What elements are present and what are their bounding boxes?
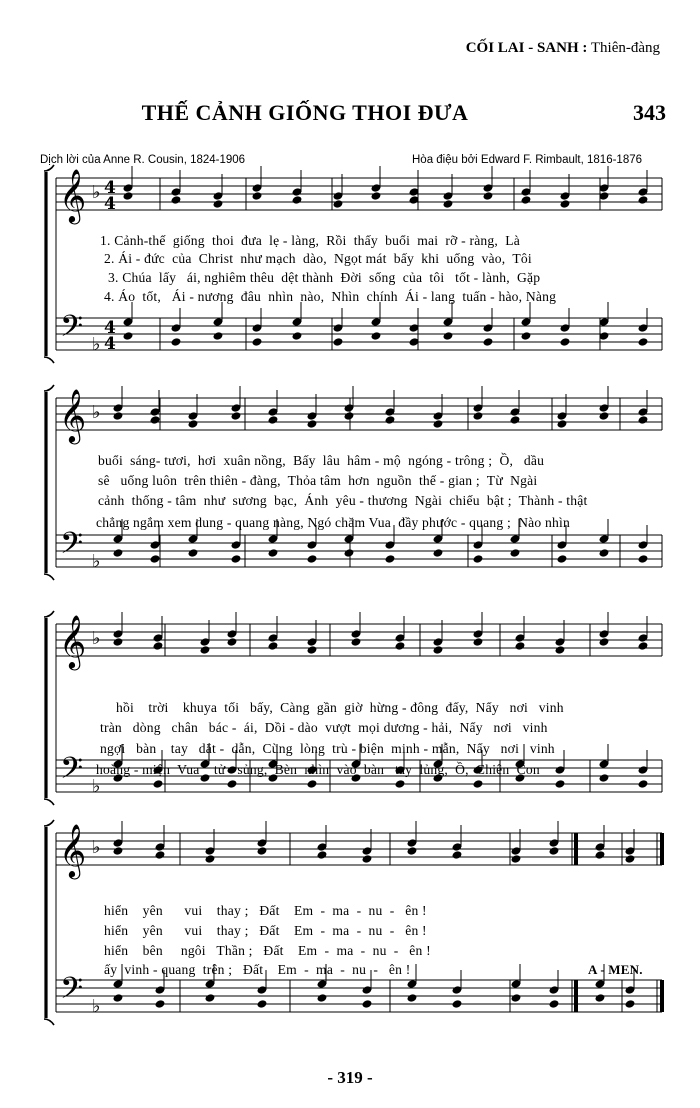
flat-icon: ♭ [92,996,101,1017]
note-head [333,337,344,347]
note-head [443,199,454,209]
note-head [213,331,224,341]
note-head [171,195,182,205]
note-head [205,854,216,864]
note-head [433,548,444,558]
note-head [113,637,124,647]
hymn-number: 343 [633,100,666,125]
note-head [150,554,161,564]
note-head [307,645,318,655]
time-signature-digit: 4 [104,194,116,214]
note-head [595,993,606,1003]
flat-icon: ♭ [92,776,101,797]
note-head [510,415,521,425]
flat-icon: ♭ [92,551,101,572]
flat-icon: ♭ [92,402,101,423]
lyrics-credit: Dịch lời của Anne R. Cousin, 1824-1906 [40,154,246,166]
note-head [385,554,396,564]
note-head [227,779,238,789]
lyric-verse-3-system-1: 3. Chúa lấy ái, nghiêm thêu dệt thành Đời sống của tôi tốt - lành, Gặp [108,270,541,285]
treble-clef-icon: 𝄞 [59,823,87,877]
lyric-verse-4-system-3: hoàng - miện Vua tử - sủng, Bèn nhìn vào bàn tay lủng, Ồ, Chiên Con [96,762,540,777]
note-head [153,641,164,651]
bass-clef-icon: 𝄢 [60,752,84,793]
note-head [113,411,124,421]
note-head [155,999,166,1009]
note-head [307,779,318,789]
note-head [362,854,373,864]
lyric-verse-1-system-4: hiển yên vui thay ; Đất Em - ma - nu - ên ! [104,903,427,918]
note-head [395,641,406,651]
lyric-verse-4-system-1: 4. Áo tốt, Ái - nương đâu nhìn nào, Nhìn chính Ái - lang tuấn - hào, Nàng [104,289,557,304]
flat-icon: ♭ [92,628,101,649]
note-head [171,337,182,347]
lyric-verse-2-system-2: sê uống luôn trên thiên - đàng, Thỏa tâm hơn nguồn thế - gian ; Từ Ngài [98,473,538,488]
note-head [188,419,199,429]
note-head [307,419,318,429]
lyric-verse-3-system-2: cảnh thống - tâm như sương bạc, Ánh yêu - thương Ngài chiếu bật ; Thành - thật [98,493,588,508]
treble-clef-icon: 𝄞 [59,168,87,222]
lyric-verse-3-system-4: hiển bên ngôi Thần ; Đất Em - ma - nu - ên ! [104,943,431,958]
note-head [452,850,463,860]
brace-top-hook [44,611,54,617]
lyric-verse-2-system-4: hiển yên vui thay ; Đất Em - ma - nu - ên ! [104,923,427,938]
brace-top-hook [44,820,54,826]
time-signature-digit: 4 [104,318,116,338]
treble-clef-icon: 𝄞 [59,614,87,668]
note-head [344,411,355,421]
note-head [292,195,303,205]
note-head [638,195,649,205]
brace-bottom-hook [44,357,54,363]
note-head [205,993,216,1003]
note-head [123,191,134,201]
note-head [595,850,606,860]
note-head [123,331,134,341]
note-head [188,548,199,558]
note-head [638,554,649,564]
note-head [599,548,610,558]
note-head [252,191,263,201]
treble-clef-icon: 𝄞 [59,388,87,442]
note-head [153,779,164,789]
note-head [599,773,610,783]
brace-bottom-hook [44,1019,54,1025]
note-head [292,331,303,341]
note-head [638,779,649,789]
lyric-verse-2-system-1: 2. Ái - đức của Christ như mạch dào, Ngọt mát bấy khi uống vào, Tôi [104,251,532,266]
note-head [268,548,279,558]
lyric-verse-1-system-1: 1. Cảnh-thế giống thoi đưa lẹ - làng, Rồi thấy buổi mai rỡ - ràng, Là [100,233,520,248]
note-head [452,999,463,1009]
flat-icon: ♭ [92,334,101,355]
note-head [344,548,355,558]
note-head [231,554,242,564]
page-number: - 319 - [327,1068,373,1087]
note-head [473,637,484,647]
note-head [515,641,526,651]
note-head [371,191,382,201]
note-head [521,195,532,205]
section-label: CỐI LAI - SANH : [465,40,588,56]
flat-icon: ♭ [92,182,101,203]
note-head [473,411,484,421]
lyric-verse-4-system-2: chẳng ngắm xem dung - quang nàng, Ngó chăm Vua đầy phước - quang ; Nào nhìn [96,515,570,530]
note-head [200,645,211,655]
note-head [113,993,124,1003]
flat-icon: ♭ [92,837,101,858]
note-head [371,331,382,341]
note-head [333,199,344,209]
hymn-title: THẾ CẢNH GIỐNG THOI ĐƯA [141,100,469,125]
music-credit: Hòa điệu bởi Edward F. Rimbault, 1816-1876 [412,154,643,166]
note-head [150,415,161,425]
amen-label: A - MEN. [588,962,643,977]
time-signature-digit: 4 [104,334,116,354]
note-head [351,637,362,647]
note-head [638,337,649,347]
note-head [638,415,649,425]
note-head [252,337,263,347]
note-head [443,331,454,341]
note-head [385,415,396,425]
note-head [549,846,560,856]
note-head [483,191,494,201]
note-head [625,854,636,864]
time-signature-digit: 4 [104,178,116,198]
note-head [557,554,568,564]
note-head [407,993,418,1003]
note-head [560,199,571,209]
note-head [560,337,571,347]
note-head [395,779,406,789]
lyric-verse-2-system-3: tràn dòng chân bác - ái, Dồi - dào vượt mọi dương - hải, Nẩy nơi vinh [100,720,548,735]
note-head [473,779,484,789]
note-head [555,645,566,655]
bass-clef-icon: 𝄢 [60,972,84,1013]
note-head [268,641,279,651]
note-head [433,419,444,429]
brace-top-hook [44,385,54,391]
note-head [362,999,373,1009]
note-head [155,850,166,860]
note-head [317,850,328,860]
lyric-verse-4-system-4: ấy vinh - quang trên ; Đất Em - ma - nu - ên ! [104,962,411,977]
note-head [557,419,568,429]
note-head [113,548,124,558]
note-head [483,337,494,347]
note-head [638,641,649,651]
note-head [433,645,444,655]
lyric-verse-3-system-3: ngợi bàn tay dắt - dẫn, Cùng lòng trù - biện minh - mẫn, Nẩy nơi vinh [100,741,555,756]
note-head [257,846,268,856]
note-head [473,554,484,564]
note-head [231,411,242,421]
note-head [268,415,279,425]
note-head [511,993,522,1003]
lyric-verse-1-system-2: buổi sáng- tươi, hơi xuân nồng, Bấy lâu hâm - mộ ngóng - trông ; Ồ, dầu [98,453,545,468]
note-head [549,999,560,1009]
bass-clef-icon: 𝄢 [60,310,84,351]
note-head [599,411,610,421]
note-head [307,554,318,564]
bass-clef-icon: 𝄢 [60,527,84,568]
note-head [213,199,224,209]
note-head [510,548,521,558]
brace-bottom-hook [44,574,54,580]
note-head [625,999,636,1009]
brace-top-hook [44,165,54,171]
note-head [317,993,328,1003]
lyric-verse-1-system-3: hồi trời khuya tối bấy, Càng gần giờ hừng - đông đấy, Nẩy nơi vinh [116,700,564,715]
note-head [521,331,532,341]
note-head [555,779,566,789]
section-value: Thiên-đàng [590,40,660,56]
note-head [227,637,238,647]
brace-bottom-hook [44,799,54,805]
note-head [113,846,124,856]
note-head [257,999,268,1009]
note-head [599,637,610,647]
note-head [407,846,418,856]
note-head [511,854,522,864]
